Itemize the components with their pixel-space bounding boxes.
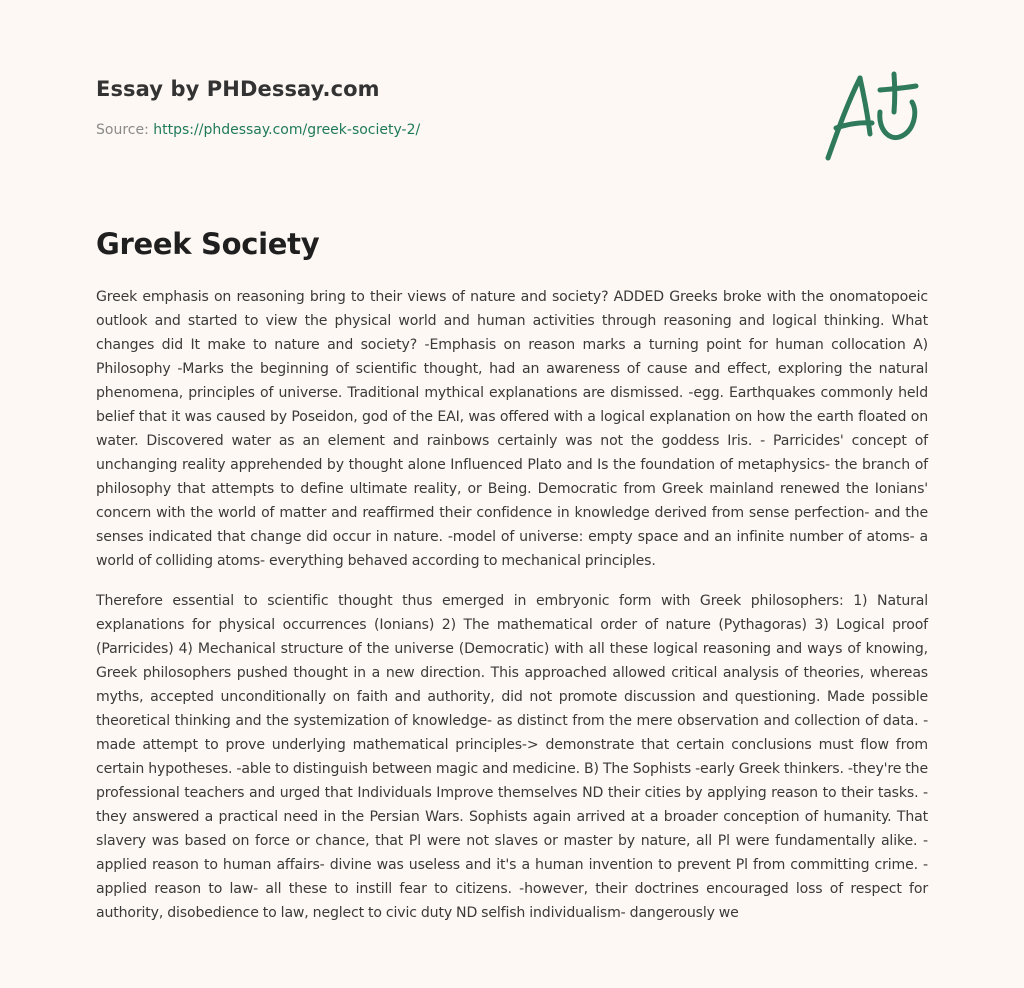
a-plus-logo-icon	[818, 66, 928, 166]
source-link[interactable]: https://phdessay.com/greek-society-2/	[153, 122, 421, 138]
source-line	[96, 120, 796, 140]
source-label: Source:	[96, 122, 154, 138]
site-brand: Essay by PHDessay.com	[96, 77, 380, 101]
essay-paragraph: Therefore essential to scientific thought thus emerged in embryonic form with Greek philosophers: 1) Natural explanations for physical occurrences (Ionians) 2) The mathematical order of nature (Pythagoras) 3) Logical proof (Parricides) 4) Mechanical structure of the universe (Democratic) with all these logical reasoning and ways of knowing, Greek philosophers pushed thought in a new direction. This approached allowed critical analysis of theories, whereas myths, accepted unconditionally on faith and authority, did not promote discussion and questioning. Made possible theoretical thinking and the systemization of knowledge- as distinct from the mere observation and collection of data. -made attempt to prove underlying mathematical principles-> demonstrate that certain conclusions must flow from certain hypotheses. -able to distinguish between magic and medicine. B) The Sophists -early Greek thinkers. -they're the professional teachers and urged that Individuals Improve themselves ND their cities by applying reason to their tasks. -they answered a practical need in the Persian Wars. Sophists again arrived at a broader conception of humanity. That slavery was based on force or chance, that Pl were not slaves or master by nature, all Pl were fundamentally alike. -applied reason to human affairs- divine was useless and it's a human invention to prevent Pl from committing crime. -applied reason to law- all these to instill fear to citizens. -however, their doctrines encouraged loss of respect for authority, disobedience to law, neglect to civic duty ND selfish individualism- dangerously we	[96, 593, 928, 921]
essay-paragraph: Greek emphasis on reasoning bring to their views of nature and society? ADDED Greeks broke with the onomatopoeic outlook and started to view the physical world and human activities through reasoning and logical thinking. What changes did It make to nature and society? -Emphasis on reason marks a turning point for human collocation A) Philosophy -Marks the beginning of scientific thought, had an awareness of cause and effect, exploring the natural phenomena, principles of universe. Traditional mythical explanations are dismissed. -egg. Earthquakes commonly held belief that it was caused by Poseidon, god of the EAI, was offered with a logical explanation on how the earth floated on water. Discovered water as an element and rainbows certainly was not the goddess Iris. - Parricides' concept of unchanging reality apprehended by thought alone Influenced Plato and Is the foundation of metaphysics- the branch of philosophy that attempts to define ultimate reality, or Being. Democratic from Greek mainland renewed the Ionians' concern with the world of matter and reaffirmed their confidence in knowledge derived from sense perfection- and the senses indicated that change did occur in nature. -model of universe: empty space and an infinite number of atoms- a world of colliding atoms- everything behaved according to mechanical principles.	[96, 289, 928, 569]
essay-title: Greek Society	[96, 227, 320, 261]
essay-body	[96, 285, 928, 941]
header	[96, 74, 796, 140]
